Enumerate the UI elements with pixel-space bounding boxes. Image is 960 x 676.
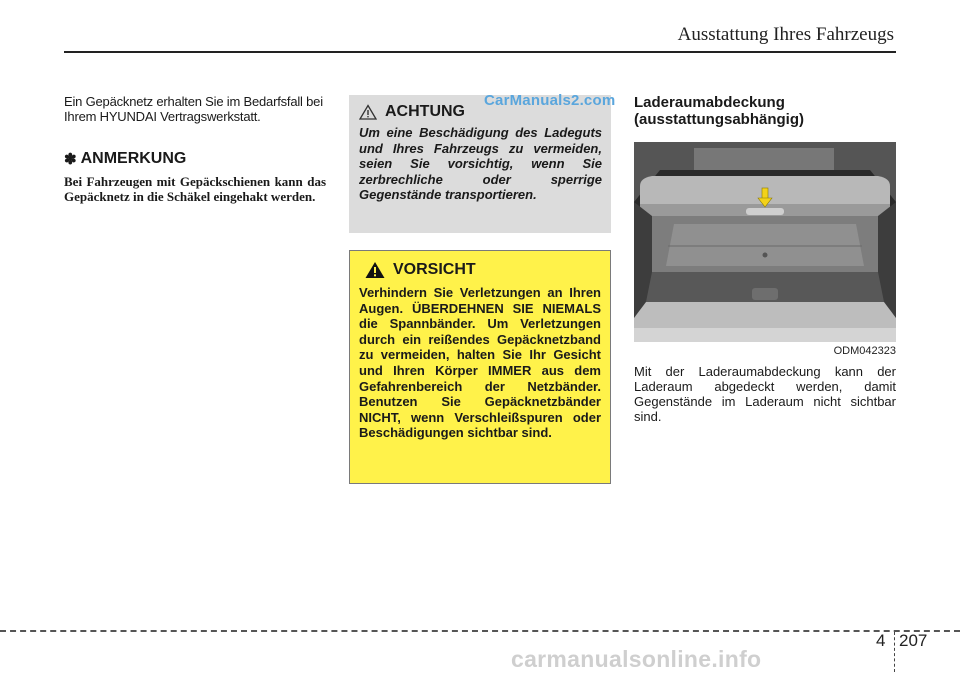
cargo-cover-photo <box>634 142 896 357</box>
vorsicht-title: VORSICHT <box>393 261 476 278</box>
note-title: ANMERKUNG <box>80 150 187 167</box>
achtung-title: ACHTUNG <box>385 103 465 120</box>
note-body: Bei Fahrzeugen mit Gepäckschienen kann das Gepäcknetz in die Schäkel eingehakt werden. <box>64 174 326 204</box>
figure-code: ODM042323 <box>833 345 896 357</box>
cargo-cover-description: Mit der Laderaumabdeckung kann der Laderaum abgedeckt werden, damit Gegenstände im Laderaum nicht sichtbar sind. <box>634 364 896 424</box>
watermark-top: CarManuals2.com <box>484 92 616 109</box>
achtung-box <box>349 95 611 233</box>
note-heading <box>64 150 326 168</box>
asterisk-icon: ✽ <box>64 151 77 168</box>
chapter-number: 4 <box>876 631 886 650</box>
running-header-title: Ausstattung Ihres Fahrzeugs <box>677 24 894 45</box>
watermark-bottom: carmanualsonline.info <box>511 646 762 672</box>
achtung-body: Um eine Beschädigung des Ladeguts und Ihres Fahrzeugs zu vermeiden, seien Sie vorsichtig, wenn Sie zerbrechliche oder sperrige Gegenstände transportieren. <box>359 125 602 202</box>
vorsicht-body: Verhindern Sie Verletzungen an Ihren Augen. ÜBERDEHNEN SIE NIEMALS die Spannbänder. Um Verletzungen durch ein reißendes Gepäcknetzband zu vermeiden, halten Sie Ihr Gesicht und Ihren Körper IMMER aus dem Gefahrenbereich der Netzbänder. Benutzen Sie Gepäcknetzbänder NICHT, wenn Verschleißspuren oder Beschädigungen sichtbar sind. <box>359 285 601 441</box>
vorsicht-box <box>349 250 611 484</box>
cargo-area-illustration <box>634 142 896 342</box>
warning-triangle-icon <box>365 261 385 279</box>
warning-triangle-icon <box>359 104 377 120</box>
left-column <box>64 94 326 204</box>
header-rule <box>64 51 896 53</box>
intro-paragraph: Ein Gepäcknetz erhalten Sie im Bedarfsfall bei Ihrem HYUNDAI Vertragswerkstatt. <box>64 94 323 124</box>
footer-rule <box>0 630 960 632</box>
page-number: 207 <box>899 631 928 650</box>
right-column <box>634 94 896 424</box>
vorsicht-heading <box>365 261 601 279</box>
page-number-separator <box>894 632 895 672</box>
section-title: Laderaumabdeckung (ausstattungsabhängig) <box>634 94 805 128</box>
